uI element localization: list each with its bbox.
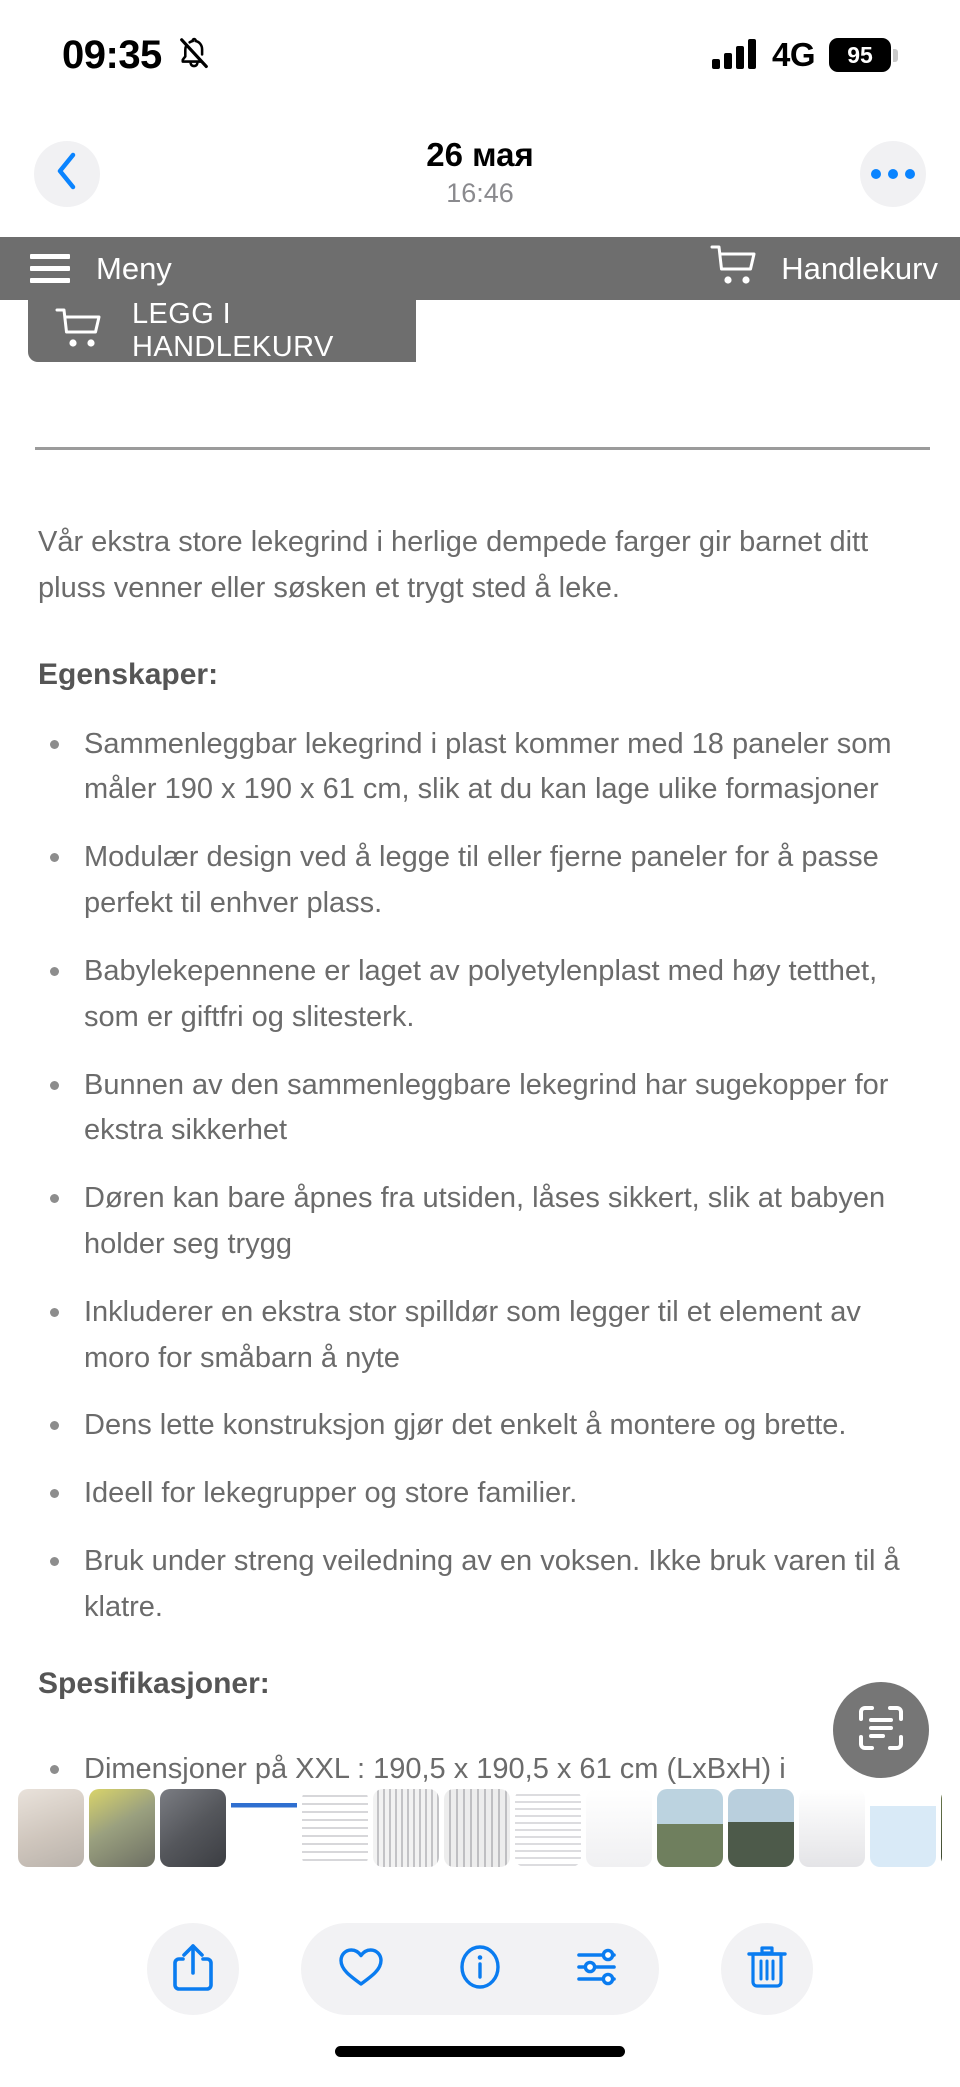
list-item[interactable] bbox=[586, 1789, 652, 1867]
battery-body bbox=[829, 38, 891, 72]
add-to-cart-button[interactable] bbox=[28, 300, 416, 362]
list-item[interactable] bbox=[89, 1789, 155, 1867]
status-bar-left bbox=[62, 33, 212, 78]
cart-button[interactable] bbox=[709, 243, 938, 294]
info-circle-icon bbox=[456, 1943, 504, 1996]
delete-button[interactable] bbox=[721, 1923, 813, 2015]
status-time: 09:35 bbox=[62, 32, 162, 77]
heart-icon bbox=[336, 1944, 386, 1995]
bell-slash-icon bbox=[176, 34, 212, 77]
adjust-button[interactable] bbox=[540, 1923, 659, 2015]
shopping-cart-icon bbox=[709, 243, 761, 294]
menu-label: Meny bbox=[96, 250, 172, 286]
features-heading: Egenskaper: bbox=[38, 657, 219, 691]
list-item[interactable] bbox=[231, 1789, 297, 1867]
list-item[interactable] bbox=[941, 1789, 942, 1867]
sliders-icon bbox=[574, 1944, 624, 1995]
list-item[interactable] bbox=[799, 1789, 865, 1867]
share-icon bbox=[170, 1941, 216, 1998]
menu-button[interactable] bbox=[30, 251, 172, 287]
favorite-button[interactable] bbox=[302, 1923, 421, 2015]
features-list bbox=[38, 722, 922, 1631]
shopping-cart-icon bbox=[54, 306, 106, 357]
battery-tip bbox=[893, 49, 898, 62]
trash-icon bbox=[744, 1941, 790, 1998]
list-item: Dimensjoner på XXL : 190,5 x 190,5 x 61 cm (LxBxH) i bbox=[38, 1747, 922, 1793]
product-description bbox=[0, 520, 960, 1792]
list-item[interactable] bbox=[444, 1789, 510, 1867]
battery-percent: 95 bbox=[847, 41, 873, 68]
list-item: Modulær design ved å legge til eller fjerne paneler for å passe perfekt til enhver plass. bbox=[38, 835, 922, 927]
navigation-header bbox=[0, 110, 960, 237]
toolbar-action-group bbox=[301, 1923, 659, 2015]
back-button[interactable] bbox=[34, 141, 100, 207]
list-item: Ideell for lekegrupper og store familier. bbox=[38, 1471, 922, 1517]
specifications-heading: Spesifikasjoner: bbox=[38, 1666, 270, 1700]
more-options-button[interactable] bbox=[860, 141, 926, 207]
list-item[interactable] bbox=[870, 1789, 936, 1867]
live-text-button[interactable] bbox=[833, 1682, 929, 1778]
share-button[interactable] bbox=[147, 1923, 239, 2015]
nav-date: 26 мая bbox=[426, 135, 534, 173]
chevron-left-icon bbox=[55, 151, 79, 196]
list-item: Dens lette konstruksjon gjør det enkelt å montere og brette. bbox=[38, 1403, 922, 1449]
hamburger-icon bbox=[30, 254, 70, 283]
nav-title bbox=[100, 136, 860, 211]
add-to-cart-label: LEGG I HANDLEKURV bbox=[132, 298, 334, 363]
ellipsis-icon bbox=[871, 169, 915, 179]
bottom-toolbar bbox=[0, 1915, 960, 2023]
specifications-list bbox=[38, 1747, 922, 1793]
list-item: Babylekepennene er laget av polyetylenplast med høy tetthet, som er giftfri og slitesterk. bbox=[38, 949, 922, 1041]
section-divider bbox=[35, 447, 930, 450]
cart-label: Handlekurv bbox=[781, 250, 938, 286]
list-item[interactable] bbox=[160, 1789, 226, 1867]
list-item: Døren kan bare åpnes fra utsiden, låses sikkert, slik at babyen holder seg trygg bbox=[38, 1176, 922, 1268]
status-bar-right bbox=[712, 36, 898, 74]
list-item[interactable] bbox=[302, 1789, 368, 1867]
list-item[interactable] bbox=[18, 1789, 84, 1867]
list-item: Sammenleggbar lekegrind i plast kommer med 18 paneler som måler 190 x 190 x 61 cm, slik at du kan lage ulike formasjoner bbox=[38, 722, 922, 814]
list-item: Inkluderer en ekstra stor spilldør som legger til et element av moro for småbarn å nyte bbox=[38, 1290, 922, 1382]
list-item[interactable] bbox=[373, 1789, 439, 1867]
live-text-scan-icon bbox=[855, 1702, 907, 1759]
list-item[interactable] bbox=[657, 1789, 723, 1867]
battery-indicator bbox=[829, 38, 898, 72]
status-bar bbox=[0, 0, 960, 110]
list-item: Bruk under streng veiledning av en voksen. Ikke bruk varen til å klatre. bbox=[38, 1539, 922, 1631]
list-item[interactable] bbox=[515, 1789, 581, 1867]
network-type: 4G bbox=[771, 36, 815, 73]
nav-time: 16:46 bbox=[446, 177, 514, 208]
list-item[interactable] bbox=[728, 1789, 794, 1867]
cellular-bars-icon bbox=[712, 37, 758, 74]
thumbnail-strip[interactable] bbox=[18, 1788, 942, 1868]
home-indicator[interactable] bbox=[335, 2046, 625, 2057]
list-item: Bunnen av den sammenleggbare lekegrind har sugekopper for ekstra sikkerhet bbox=[38, 1063, 922, 1155]
product-intro: Vår ekstra store lekegrind i herlige dempede farger gir barnet ditt pluss venner eller søsken et trygt sted å leke. bbox=[38, 526, 869, 604]
info-button[interactable] bbox=[421, 1923, 540, 2015]
site-toolbar bbox=[0, 237, 960, 300]
